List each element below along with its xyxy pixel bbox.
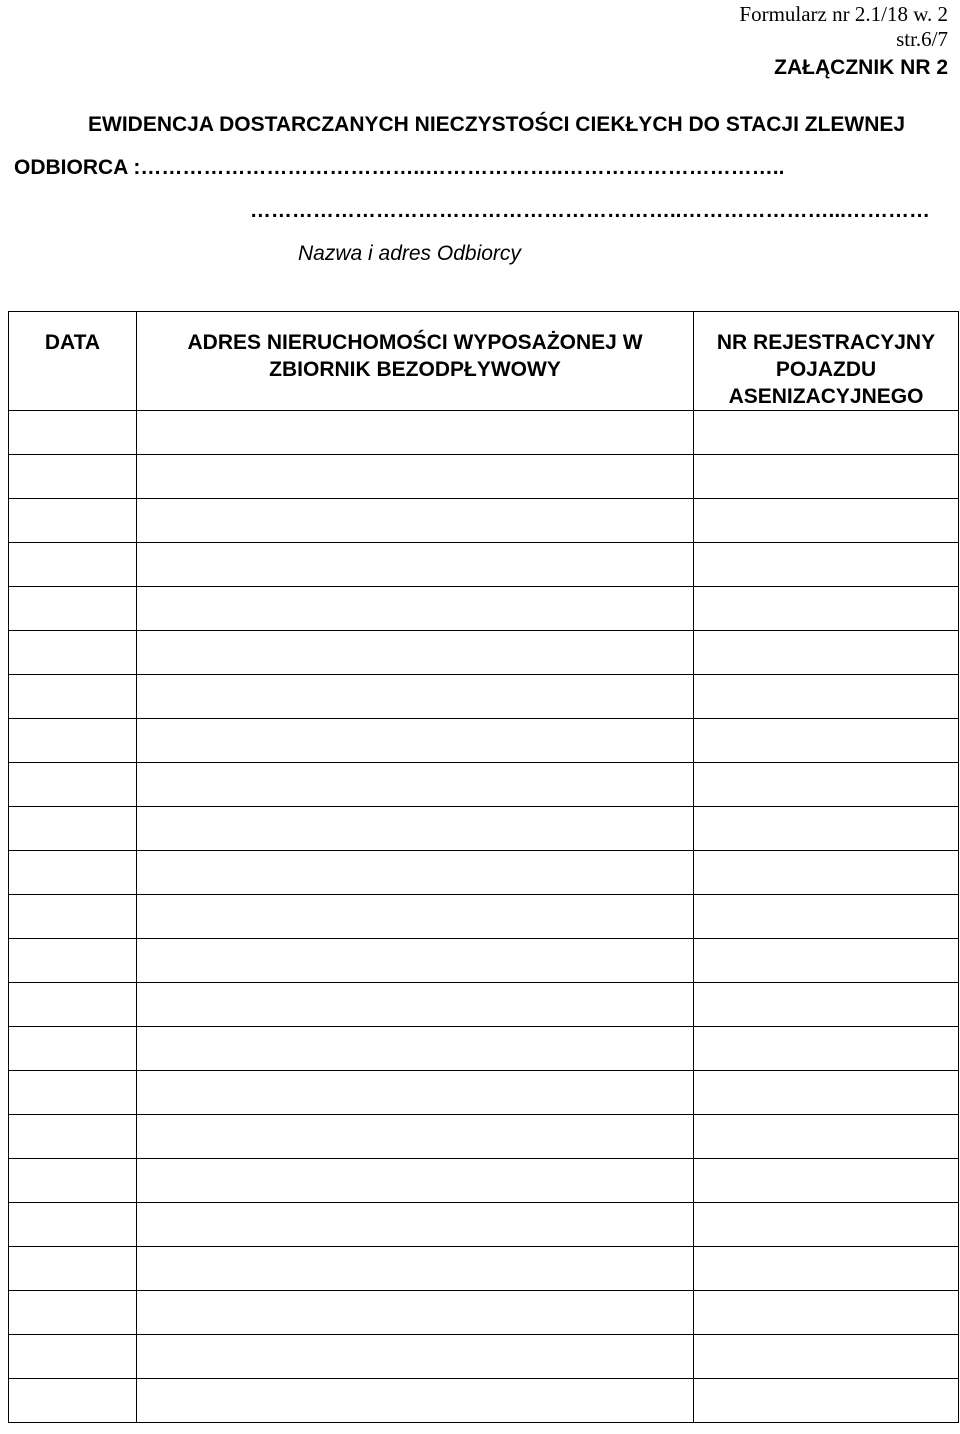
date-cell[interactable] (9, 675, 137, 719)
date-cell[interactable] (9, 411, 137, 455)
vehicle-registration-cell[interactable] (694, 1247, 959, 1291)
table-row (9, 983, 959, 1027)
column-header-date: DATA (9, 312, 137, 411)
table-row (9, 807, 959, 851)
property-address-cell[interactable] (137, 1203, 694, 1247)
vehicle-registration-cell[interactable] (694, 983, 959, 1027)
vehicle-registration-cell[interactable] (694, 411, 959, 455)
date-cell[interactable] (9, 939, 137, 983)
property-address-cell[interactable] (137, 499, 694, 543)
table-row (9, 1335, 959, 1379)
property-address-cell[interactable] (137, 1071, 694, 1115)
date-cell[interactable] (9, 719, 137, 763)
property-address-cell[interactable] (137, 455, 694, 499)
property-address-cell[interactable] (137, 719, 694, 763)
property-address-cell[interactable] (137, 807, 694, 851)
vehicle-registration-cell[interactable] (694, 499, 959, 543)
receiver-address-field[interactable]: ……………………………………………………..…………………...………… (249, 199, 930, 222)
vehicle-registration-cell[interactable] (694, 1379, 959, 1423)
table-row (9, 543, 959, 587)
receiver-row (14, 155, 784, 181)
table-row (9, 1203, 959, 1247)
date-cell[interactable] (9, 1291, 137, 1335)
date-cell[interactable] (9, 807, 137, 851)
vehicle-registration-cell[interactable] (694, 1335, 959, 1379)
vehicle-registration-cell[interactable] (694, 763, 959, 807)
table-header-row (9, 312, 959, 411)
table-row (9, 1247, 959, 1291)
column-header-vehicle-registration: NR REJESTRACYJNY POJAZDU ASENIZACYJNEGO (694, 312, 959, 411)
table-row (9, 1291, 959, 1335)
vehicle-registration-cell[interactable] (694, 851, 959, 895)
table-row (9, 455, 959, 499)
date-cell[interactable] (9, 983, 137, 1027)
property-address-cell[interactable] (137, 1291, 694, 1335)
property-address-cell[interactable] (137, 631, 694, 675)
table-row (9, 631, 959, 675)
property-address-cell[interactable] (137, 1247, 694, 1291)
table-row (9, 587, 959, 631)
date-cell[interactable] (9, 1115, 137, 1159)
vehicle-registration-cell[interactable] (694, 1159, 959, 1203)
date-cell[interactable] (9, 1335, 137, 1379)
property-address-cell[interactable] (137, 939, 694, 983)
form-reference: Formularz nr 2.1/18 w. 2 (739, 2, 948, 26)
date-cell[interactable] (9, 895, 137, 939)
table-row (9, 895, 959, 939)
property-address-cell[interactable] (137, 1115, 694, 1159)
table-row (9, 1115, 959, 1159)
vehicle-registration-cell[interactable] (694, 455, 959, 499)
property-address-cell[interactable] (137, 895, 694, 939)
property-address-cell[interactable] (137, 1159, 694, 1203)
table-row (9, 675, 959, 719)
ledger-body (9, 411, 959, 1423)
property-address-cell[interactable] (137, 1335, 694, 1379)
table-row (9, 499, 959, 543)
date-cell[interactable] (9, 763, 137, 807)
date-cell[interactable] (9, 1247, 137, 1291)
delivery-ledger-table (8, 311, 959, 1423)
table-row (9, 851, 959, 895)
vehicle-registration-cell[interactable] (694, 1071, 959, 1115)
date-cell[interactable] (9, 1071, 137, 1115)
property-address-cell[interactable] (137, 411, 694, 455)
date-cell[interactable] (9, 499, 137, 543)
date-cell[interactable] (9, 1159, 137, 1203)
property-address-cell[interactable] (137, 1379, 694, 1423)
date-cell[interactable] (9, 587, 137, 631)
vehicle-registration-cell[interactable] (694, 895, 959, 939)
table-row (9, 411, 959, 455)
date-cell[interactable] (9, 455, 137, 499)
vehicle-registration-cell[interactable] (694, 1027, 959, 1071)
vehicle-registration-cell[interactable] (694, 1203, 959, 1247)
property-address-cell[interactable] (137, 851, 694, 895)
vehicle-registration-cell[interactable] (694, 939, 959, 983)
vehicle-registration-cell[interactable] (694, 587, 959, 631)
date-cell[interactable] (9, 851, 137, 895)
property-address-cell[interactable] (137, 543, 694, 587)
property-address-cell[interactable] (137, 675, 694, 719)
vehicle-registration-cell[interactable] (694, 543, 959, 587)
table-row (9, 719, 959, 763)
table-row (9, 1071, 959, 1115)
date-cell[interactable] (9, 1027, 137, 1071)
property-address-cell[interactable] (137, 587, 694, 631)
table-row (9, 939, 959, 983)
page-reference: str.6/7 (896, 27, 948, 51)
vehicle-registration-cell[interactable] (694, 807, 959, 851)
receiver-name-field[interactable]: …………………………………..………………..………………………….. (140, 156, 785, 179)
property-address-cell[interactable] (137, 983, 694, 1027)
column-header-property-address: ADRES NIERUCHOMOŚCI WYPOSAŻONEJ W ZBIORNIK BEZODPŁYWOWY (137, 312, 694, 411)
vehicle-registration-cell[interactable] (694, 631, 959, 675)
date-cell[interactable] (9, 1203, 137, 1247)
date-cell[interactable] (9, 631, 137, 675)
annex-label: ZAŁĄCZNIK NR 2 (774, 56, 948, 79)
document-title: EWIDENCJA DOSTARCZANYCH NIECZYSTOŚCI CIEKŁYCH DO STACJI ZLEWNEJ (88, 113, 906, 136)
date-cell[interactable] (9, 1379, 137, 1423)
vehicle-registration-cell[interactable] (694, 675, 959, 719)
date-cell[interactable] (9, 543, 137, 587)
property-address-cell[interactable] (137, 1027, 694, 1071)
vehicle-registration-cell[interactable] (694, 1115, 959, 1159)
table-row (9, 763, 959, 807)
table-row (9, 1159, 959, 1203)
vehicle-registration-cell[interactable] (694, 1291, 959, 1335)
table-row (9, 1379, 959, 1423)
vehicle-registration-cell[interactable] (694, 719, 959, 763)
table-row (9, 1027, 959, 1071)
property-address-cell[interactable] (137, 763, 694, 807)
receiver-caption: Nazwa i adres Odbiorcy (298, 242, 521, 265)
receiver-label: ODBIORCA : (14, 156, 141, 179)
